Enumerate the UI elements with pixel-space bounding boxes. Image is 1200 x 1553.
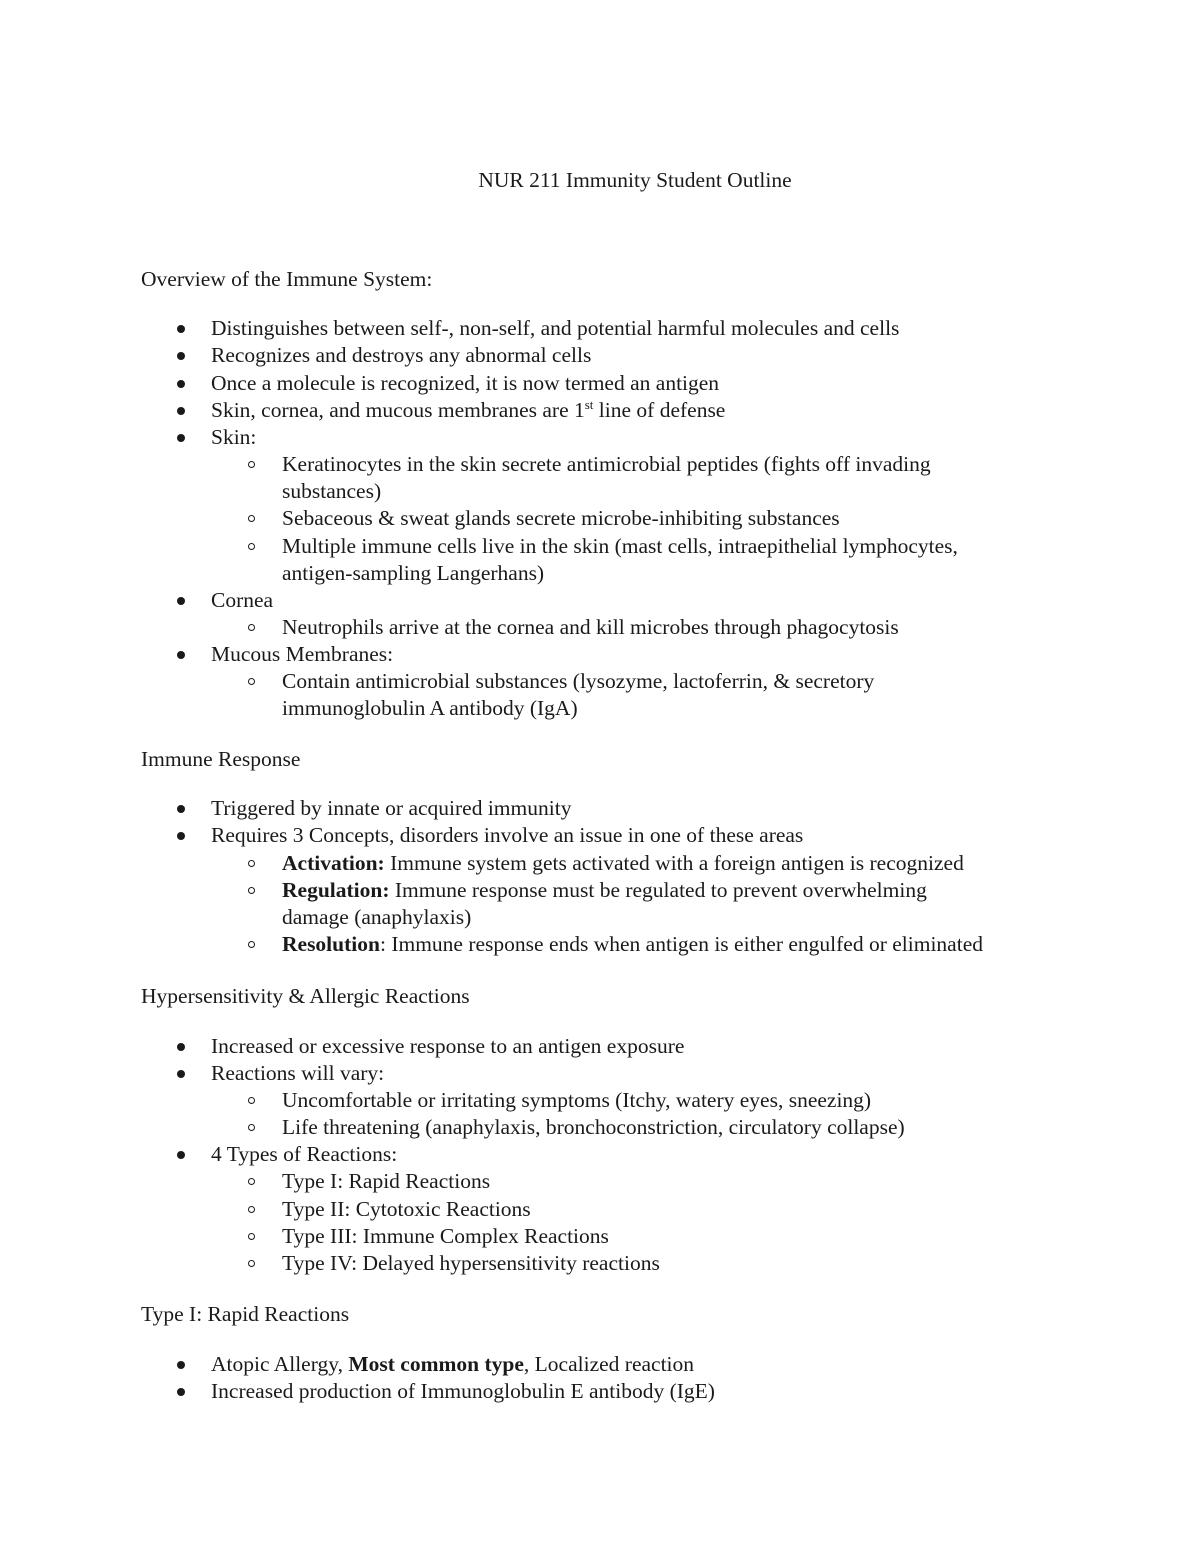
sub-list-item: Type II: Cytotoxic Reactions bbox=[282, 1197, 531, 1221]
list-item: Distinguishes between self-, non-self, and potential harmful molecules and cells bbox=[211, 316, 900, 340]
circle-bullet-icon bbox=[248, 1233, 255, 1240]
sub-list-item bbox=[282, 533, 958, 587]
list-item-text: damage (anaphylaxis) bbox=[282, 905, 472, 929]
emphasis-text: Most common type bbox=[348, 1352, 524, 1376]
sub-list-item bbox=[282, 931, 983, 958]
list-item-line bbox=[282, 877, 927, 904]
bullet-icon bbox=[177, 434, 185, 442]
bullet-icon bbox=[177, 380, 185, 388]
list-item: Increased production of Immunoglobulin E antibody (IgE) bbox=[211, 1379, 715, 1403]
list-item: Requires 3 Concepts, disorders involve an issue in one of these areas bbox=[211, 823, 804, 847]
circle-bullet-icon bbox=[248, 1260, 255, 1267]
circle-bullet-icon bbox=[248, 678, 255, 685]
list-item-text: : Immune response ends when antigen is either engulfed or eliminated bbox=[379, 932, 983, 956]
bullet-icon bbox=[177, 1070, 185, 1078]
list-item: Cornea bbox=[211, 588, 274, 612]
sub-list-item bbox=[282, 850, 964, 877]
list-item: Reactions will vary: bbox=[211, 1061, 385, 1085]
sub-list-item bbox=[282, 877, 927, 931]
sub-list-item: Type I: Rapid Reactions bbox=[282, 1169, 491, 1193]
list-item: Increased or excessive response to an antigen exposure bbox=[211, 1034, 685, 1058]
document-title: NUR 211 Immunity Student Outline bbox=[478, 168, 792, 192]
sub-list-item: Uncomfortable or irritating symptoms (Itchy, watery eyes, sneezing) bbox=[282, 1088, 872, 1112]
bullet-icon bbox=[177, 651, 185, 659]
sub-list-item: Sebaceous & sweat glands secrete microbe-inhibiting substances bbox=[282, 506, 840, 530]
superscript: st bbox=[584, 396, 594, 412]
list-item-text: Contain antimicrobial substances (lysozyme, lactoferrin, & secretory bbox=[282, 669, 875, 693]
section-heading-type-i: Type I: Rapid Reactions bbox=[141, 1302, 350, 1326]
circle-bullet-icon bbox=[248, 860, 255, 867]
term-label: Regulation: bbox=[282, 878, 390, 902]
circle-bullet-icon bbox=[248, 887, 255, 894]
circle-bullet-icon bbox=[248, 624, 255, 631]
list-item-text: immunoglobulin A antibody (IgA) bbox=[282, 696, 578, 720]
list-item-text: Keratinocytes in the skin secrete antimicrobial peptides (fights off invading bbox=[282, 452, 931, 476]
list-item-text: Immune system gets activated with a foreign antigen is recognized bbox=[384, 851, 964, 875]
bullet-icon bbox=[177, 1388, 185, 1396]
term-label: Resolution bbox=[282, 932, 380, 956]
circle-bullet-icon bbox=[248, 941, 255, 948]
bullet-icon bbox=[177, 352, 185, 360]
bullet-icon bbox=[177, 1043, 185, 1051]
list-item: Mucous Membranes: bbox=[211, 642, 394, 666]
list-item: 4 Types of Reactions: bbox=[211, 1142, 398, 1166]
sub-list-item: Type III: Immune Complex Reactions bbox=[282, 1224, 609, 1248]
term-label: Activation: bbox=[282, 851, 385, 875]
list-item: Once a molecule is recognized, it is now termed an antigen bbox=[211, 371, 720, 395]
list-item-text: antigen-sampling Langerhans) bbox=[282, 561, 545, 585]
bullet-icon bbox=[177, 597, 185, 605]
list-item bbox=[211, 1351, 694, 1378]
list-item-text: Multiple immune cells live in the skin (mast cells, intraepithelial lymphocytes, bbox=[282, 534, 958, 558]
circle-bullet-icon bbox=[248, 1206, 255, 1213]
list-item-text: Atopic Allergy, bbox=[211, 1352, 349, 1376]
section-heading-immune-response: Immune Response bbox=[141, 747, 301, 771]
list-item: Recognizes and destroys any abnormal cells bbox=[211, 343, 592, 367]
circle-bullet-icon bbox=[248, 515, 255, 522]
circle-bullet-icon bbox=[248, 461, 255, 468]
section-heading-hypersensitivity: Hypersensitivity & Allergic Reactions bbox=[141, 984, 470, 1008]
circle-bullet-icon bbox=[248, 1097, 255, 1104]
bullet-icon bbox=[177, 1361, 185, 1369]
sub-list-item bbox=[282, 451, 931, 505]
sub-list-item: Neutrophils arrive at the cornea and kill microbes through phagocytosis bbox=[282, 615, 899, 639]
list-item-text: line of defense bbox=[593, 398, 726, 422]
sub-list-item bbox=[282, 668, 874, 722]
circle-bullet-icon bbox=[248, 543, 255, 550]
bullet-icon bbox=[177, 832, 185, 840]
sub-list-item: Type IV: Delayed hypersensitivity reactions bbox=[282, 1251, 660, 1275]
list-item: Triggered by innate or acquired immunity bbox=[211, 796, 572, 820]
section-heading-overview: Overview of the Immune System: bbox=[141, 267, 433, 291]
list-item: Skin: bbox=[211, 425, 257, 449]
bullet-icon bbox=[177, 407, 185, 415]
list-item bbox=[211, 397, 725, 424]
circle-bullet-icon bbox=[248, 1124, 255, 1131]
circle-bullet-icon bbox=[248, 1178, 255, 1185]
bullet-icon bbox=[177, 1151, 185, 1159]
bullet-icon bbox=[177, 325, 185, 333]
sub-list-item: Life threatening (anaphylaxis, bronchoconstriction, circulatory collapse) bbox=[282, 1115, 905, 1139]
list-item-text: , Localized reaction bbox=[523, 1352, 695, 1376]
bullet-icon bbox=[177, 805, 185, 813]
list-item-text: Skin, cornea, and mucous membranes are 1 bbox=[211, 398, 585, 422]
list-item-text: substances) bbox=[282, 479, 382, 503]
list-item-text: Immune response must be regulated to prevent overwhelming bbox=[389, 878, 927, 902]
